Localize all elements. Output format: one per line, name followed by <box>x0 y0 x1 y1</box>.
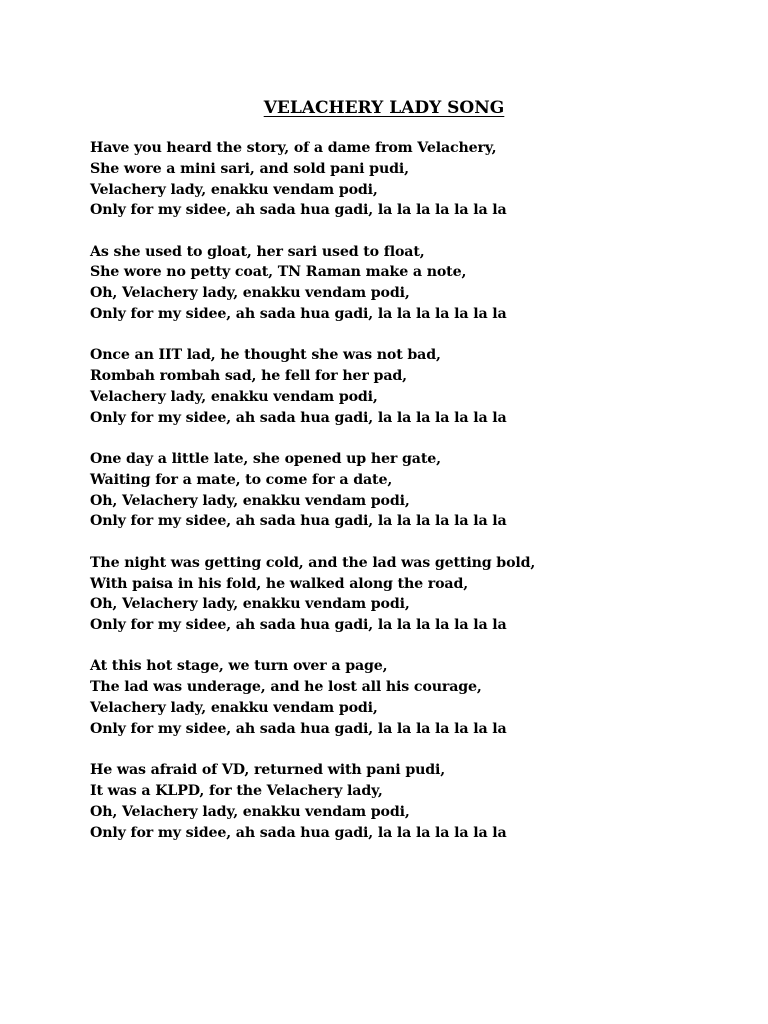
lyric-line: One day a little late, she opened up her gate, <box>90 451 441 468</box>
lyric-line: Only for my sidee, ah sada hua gadi, la la la la la la la <box>90 824 507 841</box>
lyric-line: Only for my sidee, ah sada hua gadi, la la la la la la la <box>90 720 507 737</box>
lyric-line: Velachery lady, enakku vendam podi, <box>90 700 378 717</box>
lyric-line: The lad was underage, and he lost all his courage, <box>90 679 482 696</box>
stanza-7 <box>90 760 730 843</box>
lyric-line: Only for my sidee, ah sada hua gadi, la la la la la la la <box>90 202 507 219</box>
lyric-line: Oh, Velachery lady, enakku vendam podi, <box>90 596 410 613</box>
lyric-line: Have you heard the story, of a dame from Velachery, <box>90 140 497 156</box>
lyric-line: At this hot stage, we turn over a page, <box>90 658 388 675</box>
stanza-1 <box>90 138 730 221</box>
lyric-line: Only for my sidee, ah sada hua gadi, la la la la la la la <box>90 617 507 634</box>
lyric-line: Only for my sidee, ah sada hua gadi, la la la la la la la <box>90 513 507 530</box>
song-title: VELACHERY LADY SONG <box>263 98 505 118</box>
lyric-line: Velachery lady, enakku vendam podi, <box>90 181 378 198</box>
stanza-3 <box>90 345 730 428</box>
stanza-6 <box>90 656 730 739</box>
lyric-line: Oh, Velachery lady, enakku vendam podi, <box>90 803 410 820</box>
lyric-line: It was a KLPD, for the Velachery lady, <box>90 782 383 799</box>
lyric-line: Only for my sidee, ah sada hua gadi, la la la la la la la <box>90 409 507 426</box>
lyrics-body <box>90 138 730 864</box>
lyric-line: He was afraid of VD, returned with pani pudi, <box>90 762 446 779</box>
lyric-line: Waiting for a mate, to come for a date, <box>90 471 393 488</box>
stanza-2 <box>90 242 730 325</box>
lyric-line: As she used to gloat, her sari used to float, <box>90 243 425 260</box>
lyric-line: She wore a mini sari, and sold pani pudi, <box>90 160 409 177</box>
lyric-line: The night was getting cold, and the lad was getting bold, <box>90 554 536 571</box>
lyric-line: Only for my sidee, ah sada hua gadi, la la la la la la la <box>90 306 507 323</box>
lyric-line: She wore no petty coat, TN Raman make a note, <box>90 264 467 281</box>
stanza-4 <box>90 449 730 532</box>
lyric-line: Velachery lady, enakku vendam podi, <box>90 388 378 405</box>
lyric-line: Oh, Velachery lady, enakku vendam podi, <box>90 492 410 509</box>
lyric-line: With paisa in his fold, he walked along the road, <box>90 575 469 592</box>
lyric-line: Once an IIT lad, he thought she was not bad, <box>90 347 441 364</box>
lyric-line: Rombah rombah sad, he fell for her pad, <box>90 368 407 385</box>
stanza-5 <box>90 553 730 636</box>
lyric-line: Oh, Velachery lady, enakku vendam podi, <box>90 285 410 302</box>
